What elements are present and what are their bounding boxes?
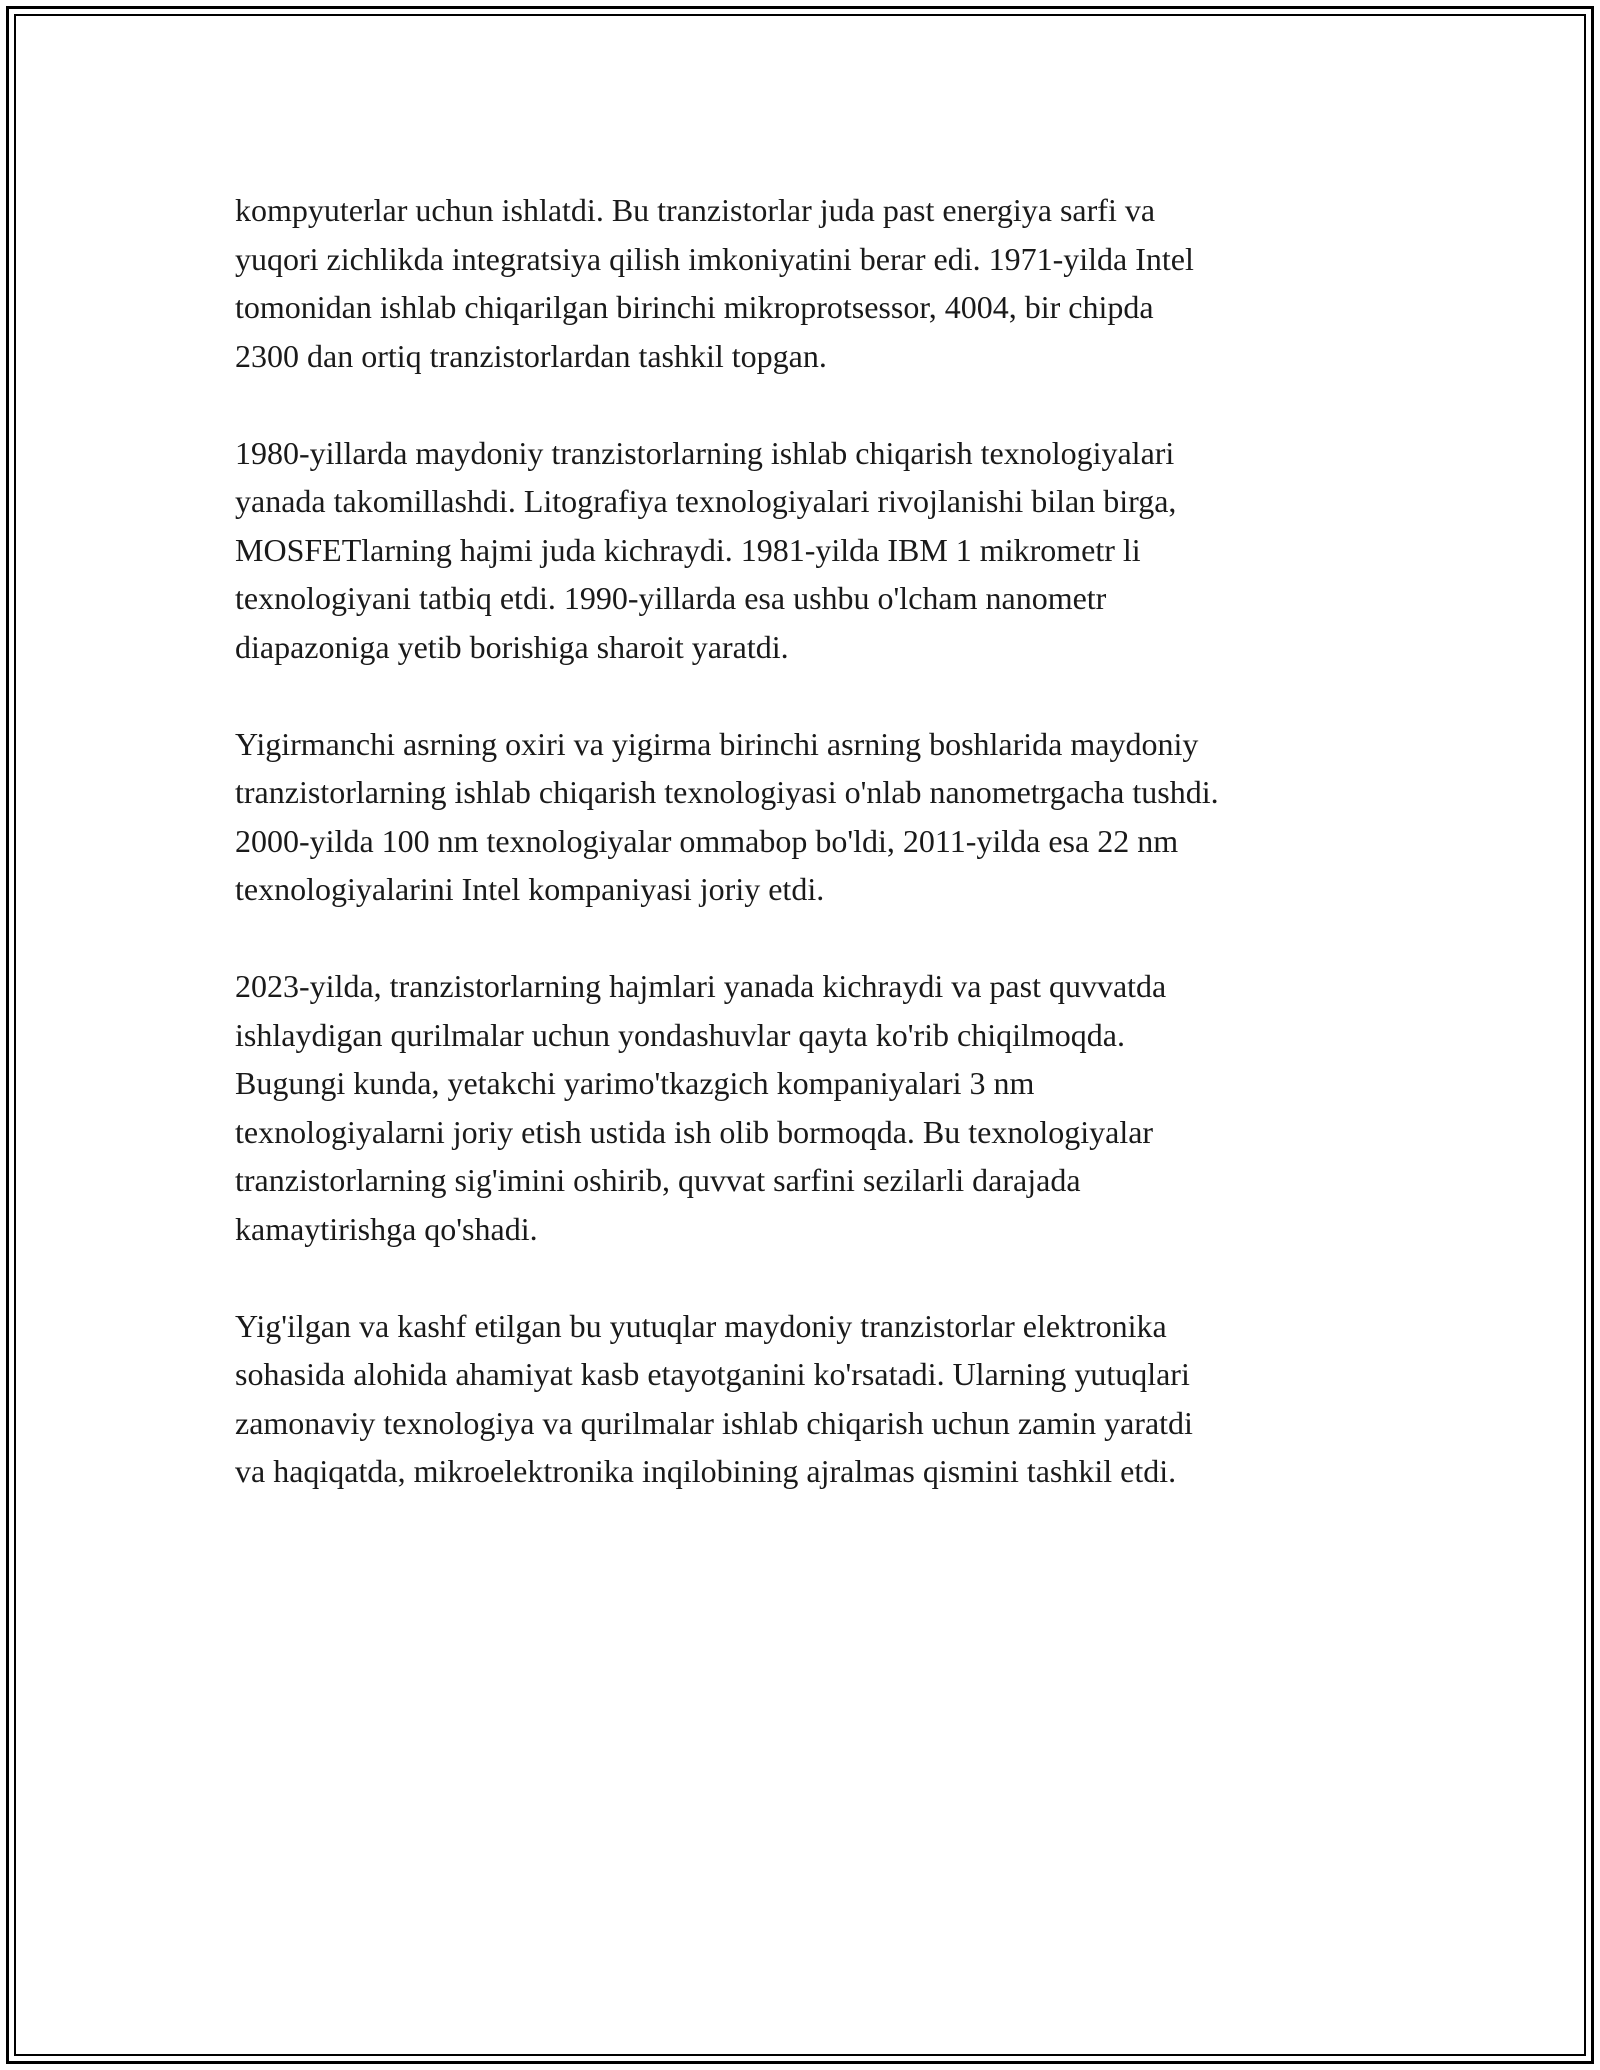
paragraph-4: 2023-yilda, tranzistorlarning hajmlari yanada kichraydi va past quvvatda ishlaydigan qurilmalar uchun yondashuvlar qayta ko'rib chiqilmoqda. Bugungi kunda, yetakchi yarimo'tkazgich kompaniyalari 3 nm texnologiyalarni joriy etish ustida ish olib bormoqda. Bu texnologiyalar tranzistorlarning sig'imini oshirib, quvvat sarfini sezilarli darajada kamaytirishga qo'shadi. xyxy=(235,968,1167,1247)
paragraph-5: Yig'ilgan va kashf etilgan bu yutuqlar maydoniy tranzistorlar elektronika sohasida alohida ahamiyat kasb etayotganini ko'rsatadi. Ularning yutuqlari zamonaviy texnologiya va qurilmalar ishlab chiqarish uchun zamin yaratdi va haqiqatda, mikroelektronika inqilobining ajralmas qismini tashkil etdi. xyxy=(235,1307,1193,1489)
document-body xyxy=(235,186,1415,1544)
paragraph-2: 1980-yillarda maydoniy tranzistorlarning ishlab chiqarish texnologiyalari yanada takomillashdi. Litografiya texnologiyalari rivojlanishi bilan birga, MOSFETlarning hajmi juda kichraydi. 1981-yilda IBM 1 mikrometr li texnologiyani tatbiq etdi. 1990-yillarda esa ushbu o'lcham nanometr diapazoniga yetib borishiga sharoit yaratdi. xyxy=(235,434,1177,665)
paragraph-1: kompyuterlar uchun ishlatdi. Bu tranzistorlar juda past energiya sarfi va yuqori zichlikda integratsiya qilish imkoniyatini berar edi. 1971-yilda Intel tomonidan ishlab chiqarilgan birinchi mikroprotsessor, 4004, bir chipda 2300 dan ortiq tranzistorlardan tashkil topgan. xyxy=(235,192,1194,374)
paragraph-3: Yigirmanchi asrning oxiri va yigirma birinchi asrning boshlarida maydoniy tranzistorlarning ishlab chiqarish texnologiyasi o'nlab nanometrgacha tushdi. 2000-yilda 100 nm texnologiyalar ommabop bo'ldi, 2011-yilda esa 22 nm texnologiyalarini Intel kompaniyasi joriy etdi. xyxy=(235,725,1219,907)
